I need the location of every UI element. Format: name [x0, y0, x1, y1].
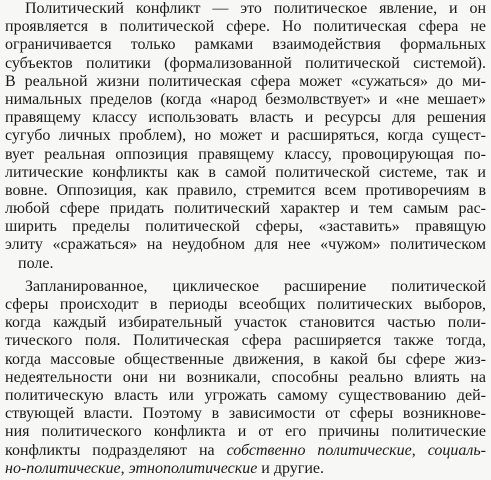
- text-line-mixed: [5, 442, 486, 460]
- text-line: ствующей власти. Поэтому в зависимости от сферы возникнове-: [5, 405, 486, 423]
- text-line: сугубо личных проблем), но может и расширяться, когда сущест-: [5, 127, 486, 145]
- text-line: нимальных пределов (когда «народ безмолвствует» и «не мешает»: [5, 90, 486, 108]
- text-line: вует реальная оппозиция правящему классу, провоцирующая по-: [5, 145, 486, 163]
- italic-term: этнополитические: [128, 459, 258, 477]
- text-line: ограничивается только рамками взаимодействия формальных: [5, 36, 486, 54]
- text-line: Политический конфликт — это политическое явление, и он: [25, 0, 486, 17]
- text-line: ния политического конфликта и от его причины политические: [5, 423, 486, 441]
- italic-term: но-политические: [5, 459, 121, 477]
- text-line: субъектов политики (формализованной политической системой).: [5, 54, 486, 72]
- text-run: ,: [120, 459, 129, 477]
- text-line: литические конфликты как в самой политической системе, так и: [5, 163, 486, 181]
- text-line: недеятельности они ни возникали, способны реально влиять на: [5, 368, 486, 386]
- text-line: когда каждый избирательный участок становится частью поли-: [5, 314, 486, 332]
- text-run: и другие.: [257, 459, 325, 477]
- italic-term: собственно политические: [226, 441, 412, 459]
- text-line: проявляется в политической сфере. Но политическая сфера не: [5, 18, 486, 36]
- text-line: поле.: [18, 254, 54, 272]
- text-line-mixed: [5, 460, 486, 478]
- text-line: любой сфере придать политический характер и тем самым рас-: [5, 200, 486, 218]
- text-run: ,: [411, 441, 428, 459]
- text-line: когда массовые общественные движения, в какой бы сфере жиз-: [5, 350, 486, 368]
- text-line: сферы происходит в периоды всеобщих политических выборов,: [5, 296, 486, 314]
- text-line: политическую власть или угрожать самому существованию дей-: [5, 386, 486, 404]
- text-line: В реальной жизни политическая сфера может «сужаться» до ми-: [5, 72, 486, 90]
- text-line: элиту «сражаться» на неудобном для нее «чужом» политическом: [5, 236, 486, 254]
- italic-term: социаль-: [427, 441, 486, 459]
- text-line: вовне. Оппозиция, как правило, стремится всем противоречиям в: [5, 181, 486, 199]
- text-line: ширить пределы политической сферы, «заставить» правящую: [5, 218, 486, 236]
- text-line: правящему классу использовать власть и ресурсы для решения: [5, 109, 486, 127]
- text-line: Запланированное, циклическое расширение политической: [25, 277, 486, 295]
- text-line: тического поля. Политическая сфера расширяется также тогда,: [5, 332, 486, 350]
- text-run: конфликты подразделяют на: [5, 441, 227, 459]
